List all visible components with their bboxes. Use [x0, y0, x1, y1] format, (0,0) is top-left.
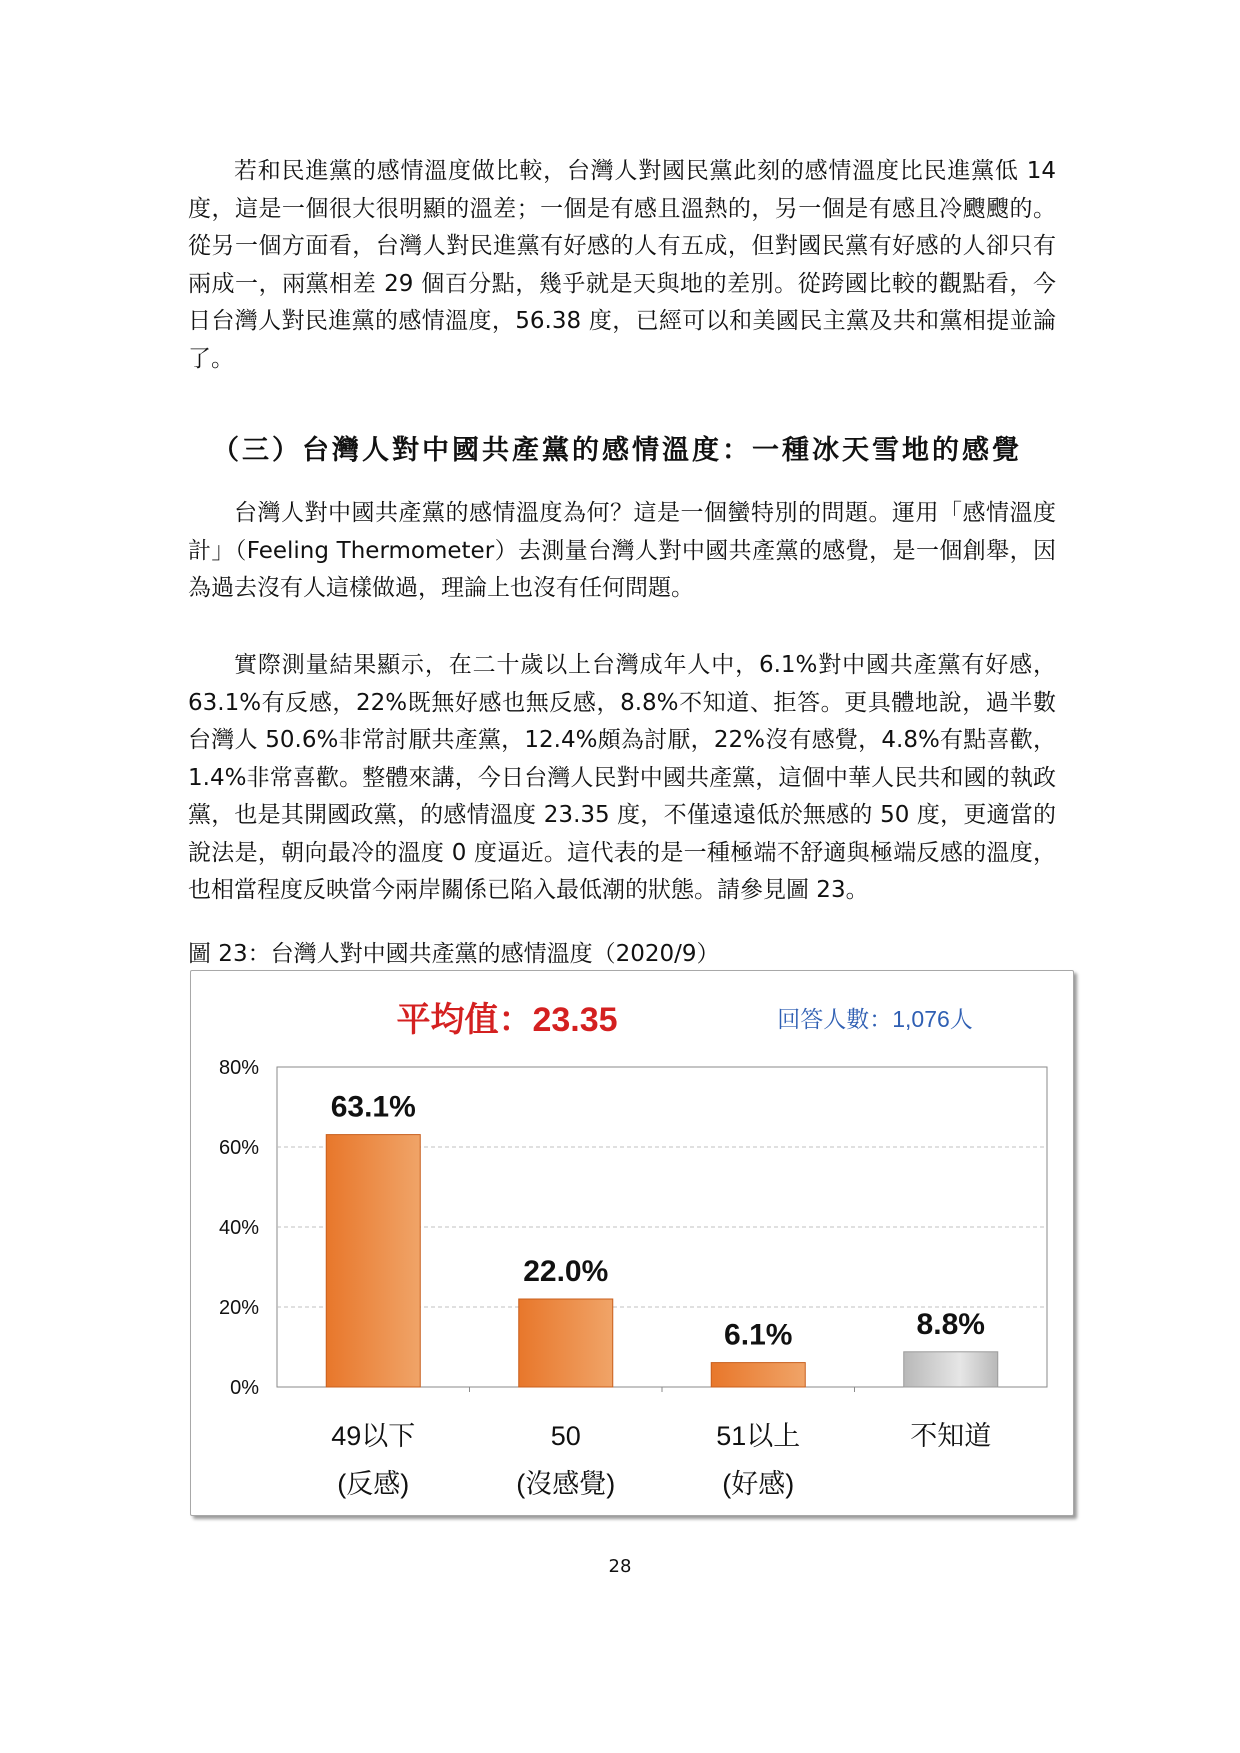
bar-3 [904, 1352, 998, 1387]
x-category-sublabel: (好感) [722, 1469, 795, 1499]
x-category-label: 不知道 [910, 1421, 992, 1451]
bar-0 [326, 1135, 420, 1387]
x-category-sublabel: (反感) [337, 1469, 410, 1499]
bar-2 [711, 1363, 805, 1387]
chart-title: 平均值：23.35 [396, 1001, 618, 1039]
y-tick-label: 60% [218, 1137, 259, 1159]
y-tick-label: 20% [218, 1297, 259, 1319]
x-category-label: 50 [550, 1421, 581, 1451]
data-label: 63.1% [330, 1090, 416, 1124]
page-number: 28 [608, 1556, 632, 1577]
x-category-label: 49以下 [331, 1421, 416, 1451]
paragraph-party-comparison: 若和民進黨的感情溫度做比較，台灣人對國民黨此刻的感情溫度比民進黨低 14 度，這是一個很大很明顯的溫差；一個是有感且溫熱的，另一個是有感且冷颼颼的。從另一個方面看，台灣人對民進黨有好感的人有五成，但對國民黨有好感的人卻只有兩成一，兩黨相差 29 個百分點，幾乎就是天與地的差別。從跨國比較的觀點看，今日台灣人對民進黨的感情溫度，56.38 度，已經可以和美國民主黨及共和黨相提並論了。 [188, 158, 1056, 372]
paragraph-ccp-results: 實際測量結果顯示，在二十歲以上台灣成年人中，6.1%對中國共產黨有好感，63.1%有反感，22%既無好感也無反感，8.8%不知道、拒答。更具體地說，過半數台灣人 50.6%非常討厭共產黨，12.4%頗為討厭，22%沒有感覺，4.8%有點喜歡，1.4%非常喜歡。整體來講，今日台灣人民對中國共產黨，這個中華人民共和國的執政黨，也是其開國政黨，的感情溫度 23.35 度，不僅遠遠低於無感的 50 度，更適當的說法是，朝向最冷的溫度 0 度逼近。這代表的是一種極端不舒適與極端反感的溫度，也相當程度反映當今兩岸關係已陷入最低潮的狀態。請參見圖 23。 [188, 652, 1056, 903]
bar-chart [190, 970, 1074, 1516]
x-category-sublabel: (沒感覺) [516, 1469, 616, 1499]
respondent-count: 回答人數：1,076人 [777, 1006, 973, 1032]
data-label: 22.0% [523, 1255, 609, 1288]
section-heading: （三）台灣人對中國共產黨的感情溫度：一種冰天雪地的感覺 [212, 435, 1022, 466]
y-tick-label: 80% [218, 1057, 259, 1079]
paragraph-ccp-question: 台灣人對中國共產黨的感情溫度為何？這是一個蠻特別的問題。運用「感情溫度計」（Feeling Thermometer）去測量台灣人對中國共產黨的感覺，是一個創舉，因為過去沒有人這樣做過，理論上也沒有任何問題。 [188, 500, 1056, 601]
data-label: 6.1% [724, 1318, 793, 1352]
figure-caption: 圖 23：台灣人對中國共產黨的感情溫度（2020/9） [188, 941, 720, 967]
y-tick-label: 40% [218, 1217, 259, 1239]
x-category-label: 51以上 [716, 1421, 801, 1451]
y-tick-label: 0% [230, 1377, 259, 1399]
bar-1 [519, 1299, 613, 1387]
chart-canvas [191, 971, 1075, 1517]
data-label: 8.8% [916, 1307, 985, 1341]
